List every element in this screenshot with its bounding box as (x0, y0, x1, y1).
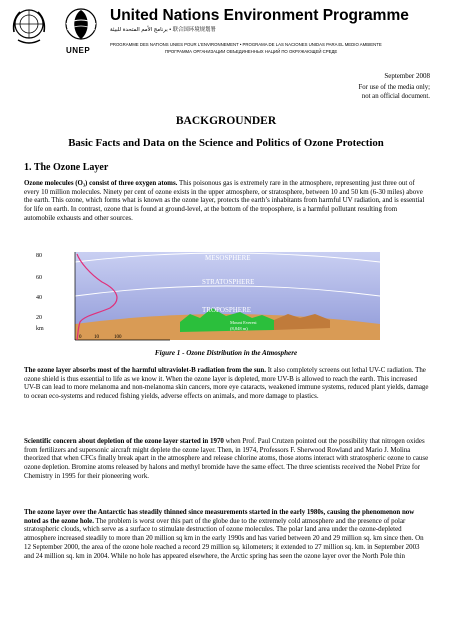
mountain-height-label: (8,848 m) (230, 326, 248, 331)
paragraph-scientific-concern (24, 437, 430, 481)
paragraph-lead: Scientific concern about depletion of the ozone layer started in 1970 (24, 437, 224, 445)
paragraph-body: when Prof. Paul Crutzen pointed out the possibility that nitrogen oxides from fertilizers and supersonic aircraft might deplete the ozone layer. Then, in 1974, Professors F. Sherwood Rowland and Mario J. Molina theorized that when CFCs finally break apart in the atmosphere and release chlorine atoms, those atoms interact with stratospheric ozone to cause ozone depletion. Bromine atoms released by halons and methyl bromide have the same effect. The three scientists received the Nobel Prize for Chemistry in 1995 for their pioneering work. (24, 437, 429, 480)
document-title: Basic Facts and Data on the Science and Politics of Ozone Protection (68, 137, 384, 149)
multilingual-name: برنامج الأمم المتحدة للبيئة • 联合国环境规划署 (110, 27, 216, 33)
paragraph-lead: The ozone layer absorbs most of the harmful ultraviolet-B radiation from the sun. (24, 366, 266, 374)
media-note-line-1: For use of the media only; (358, 84, 430, 91)
document-type: BACKGROUNDER (175, 115, 277, 127)
paragraph-body: This poisonous gas is extremely rare in the atmosphere, representing just three out of every 10 million molecules. Ninety per cent of ozone exists in the upper atmosphere, or stratosphere, between 10 and 50 km (6-30 miles) above the earth. This ozone, which forms what is known as the ozone layer, protects the earth’s inhabitants from harmful UV radiation, and is essential for life on earth. In contrast, ozone that is found at ground-level, at the bottom of the troposphere, is a harmful pollutant resulting from automobile exhausts and other sources. (24, 179, 425, 222)
y-axis-unit: km (36, 326, 44, 332)
mountain-label: Mount Everest (230, 320, 257, 325)
mesosphere-label: MESOSPHERE (205, 254, 251, 262)
media-note (310, 84, 430, 101)
section-heading: 1. The Ozone Layer (24, 162, 109, 173)
y-tick-label: 80 (36, 253, 42, 259)
paragraph-body: The problem is worst over this part of the globe due to the extremely cold atmosphere and the presence of polar stratospheric clouds, which serve as a surface to stimulate destruction of ozone molecules. The polar land area under the ozone-depleted atmosphere increased steadily to more than 20 million sq km in the early 1990s and has varied between 20 and 29 million sq. km since then. On 12 September 2000, the area of the ozone hole reached a record 29 million sq. kilometers; it extended to 27 million sq. km. in September 2003 and 24 million sq. km in 2004. While no hole has appeared elsewhere, the Arctic spring has seen the ozone layer over the North Pole thin (24, 516, 424, 560)
figure-caption: Figure 1 - Ozone Distribution in the Atmosphere (154, 349, 298, 357)
paragraph-antarctic-ozone-hole (24, 508, 430, 560)
y-tick-label: 40 (36, 295, 42, 301)
paragraph-lead: The ozone layer over the Antarctic has steadily thinned since measurements started in the early 1980s, causing the phenomenon now noted as the ozone hole. (24, 508, 415, 525)
un-emblem-logo (8, 6, 50, 46)
ozone-distribution-figure (30, 252, 380, 342)
x-tick-label: 10 (94, 335, 99, 340)
paragraph-body: It also completely screens out lethal UV-C radiation. The ozone shield is thus essential to life as we know it. When the ozone layer is depleted, more UV-B is allowed to reach the earth. This increased UV-B can lead to more melanoma and non-melanoma skin cancers, more eye cataracts, weakened immune systems, reduced plant yields, damage to ocean eco-systems and reduced fishing yields, adverse effects on animals, and more damage to plastics. (24, 366, 429, 401)
troposphere-label: TROPOSPHERE (202, 306, 252, 314)
paragraph-uvb-absorption (24, 366, 430, 401)
x-tick-label: 100 (114, 335, 122, 340)
paragraph-lead: Ozone molecules (O₃) consist of three oxygen atoms. (24, 179, 178, 187)
organization-name: United Nations Environment Programme (110, 7, 409, 24)
programme-name-ru: ПРОГРАММА ОРГАНИЗАЦИИ ОБЪЕДИНЕННЫХ НАЦИЙ ПО ОКРУЖАЮЩЕЙ СРЕДЕ (165, 49, 338, 54)
paragraph-ozone-molecules (24, 179, 430, 223)
y-tick-label: 20 (36, 315, 42, 321)
y-tick-label: 60 (36, 275, 42, 281)
unep-wordmark: UNEP (66, 46, 91, 55)
document-date: September 2008 (384, 72, 430, 80)
stratosphere-label: STRATOSPHERE (202, 278, 255, 286)
unep-logo (58, 6, 104, 50)
programme-name-fr-es: PROGRAMME DES NATIONS UNIES POUR L'ENVIRONNEMENT • PROGRAMA DE LAS NACIONES UNIDAS PARA EL MEDIO AMBIENTE (110, 42, 382, 47)
media-note-line-2: not an official document. (361, 92, 430, 100)
x-tick-label: 0 (79, 335, 82, 340)
